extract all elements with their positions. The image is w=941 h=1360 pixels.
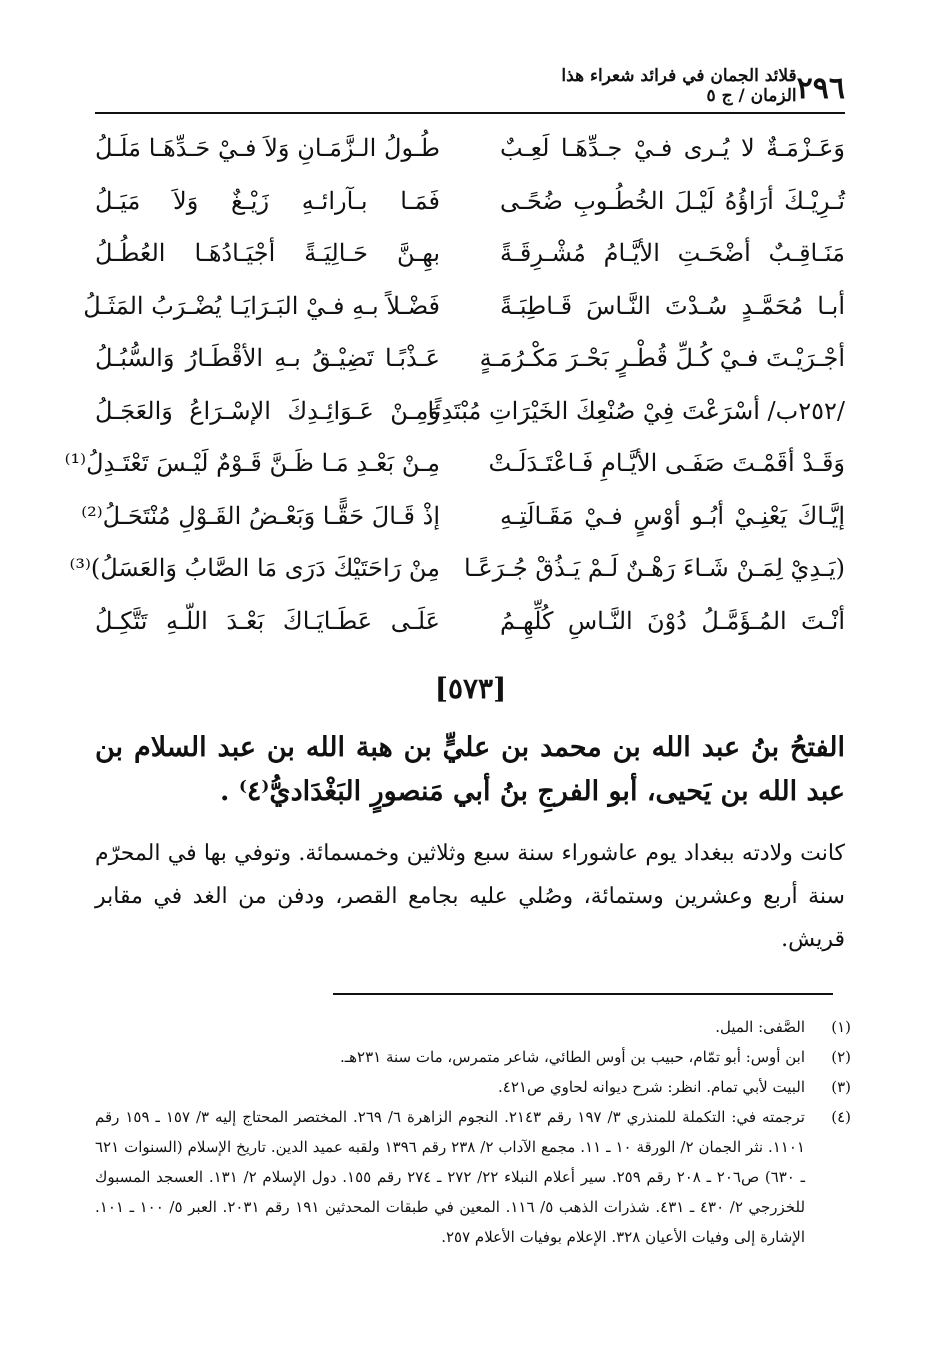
entry-body: كانت ولادته ببغداد يوم عاشوراء سنة سبع وثلاثين وخمسمائة. وتوفي بها في المحرّم سنة أربع وعشرين وستمائة، وصُلي عليه بجامع القصر، ودفن من الغد في مقابر قريش. — [95, 841, 845, 952]
header-rule — [95, 112, 845, 114]
hemistich-right: أبـا مُحَمَّـدٍ سُـدْتَ النَّـاسَ قَـاطِبَـةً — [500, 291, 845, 320]
verse — [95, 122, 845, 175]
verse — [64, 437, 845, 490]
hemistich-right: مَنَـاقِـبٌ أضْحَـتِ الأيَّـامُ مُشْـرِقَـةً — [500, 239, 845, 268]
hemistich-right: إيَّـاكَ يَعْنِـيْ أبُـو أوْسٍ فـيْ مَقَـالَتِـهِ — [500, 501, 845, 530]
hemistich-left: عَـذْبًـا تَضِيْـقُ بـهِ الأقْطَـارُ وَالسُّبُـلُ — [95, 344, 440, 373]
hemistich-left: عَلَـى عَطَـايَـاكَ بَعْـدَ اللّـهِ تَتَّكِـلُ — [95, 606, 440, 635]
verse — [95, 385, 845, 438]
entry-heading: الفتحُ بنُ عبد الله بن محمد بن عليٍّ بن هبة الله بن عبد السلام بن عبد الله بن يَحيى، أبو الفرجِ بنُ أبي مَنصورٍ البَغْدَاديُّ⁽٤⁾ . — [95, 732, 845, 807]
footnote — [95, 1042, 851, 1072]
hemistich-left: فَضْـلاً بـهِ فـيْ البَـرَايَـا يُضْـرَبُ المَثَـلُ — [83, 291, 440, 320]
footnote-number: (١) — [831, 1018, 851, 1036]
footnote-text: ابن أوس: أبو تمّام، حبيب بن أوس الطائي، شاعر متمرس، مات سنة ٢٣١هـ. — [339, 1048, 805, 1066]
footnote-rule — [333, 993, 833, 995]
verse — [95, 332, 845, 385]
entry-number: [٥٧٣] — [434, 672, 507, 705]
hemistich-left: وَمِـنْ عَـوَائِـدِكَ الإسْـرَاعُ وَالعَجَـلُ — [95, 396, 440, 425]
verse — [95, 227, 845, 280]
hemistich-right: أجْـرَيْـتَ فـيْ كُـلِّ قُطْـرٍ بَحْـرَ مَكْـرُمَـةٍ — [479, 344, 845, 373]
hemistich-left: طُـولُ الـزَّمَـانِ وَلاَ فـيْ حَـدِّهَـا مَلَـلُ — [95, 134, 440, 163]
footnote — [95, 1072, 851, 1102]
hemistich-right: /٢٥٢ب/ أسْرَعْتَ فِيْ صُنْعِكَ الخَيْرَاتِ مُبْتَدِئًا — [427, 396, 845, 425]
hemistich-left: مِنْ رَاحَتَيْكَ دَرَى مَا الصَّابُ وَالعَسَلُ)⁽³⁾ — [69, 554, 440, 583]
footnotes — [95, 1012, 851, 1252]
footnote-text: ترجمته في: التكملة للمنذري ٣/ ١٩٧ رقم ٢١٤٣. النجوم الزاهرة ٦/ ٢٦٩. المختصر المحتاج إليه ٣/ ١٥٧ ـ ١٥٩ رقم ١١٠١. نثر الجمان ٢/ الورقة ١٠ ـ ١١. مجمع الآداب ٢/ ٢٣٨ رقم ١٣٩٦ ولقبه عميد الدين. تاريخ الإسلام (السنوات ٦٢١ ـ ٦٣٠) ص٢٠٦ ـ ٢٠٨ رقم ٢٥٩. سير أعلام النبلاء ٢٢/ ٢٧٢ ـ ٢٧٤ رقم ١٥٥. دول الإسلام ٢/ ١٣١. العسجد المسبوك للخزرجي ٢/ ٤٣٠ ـ ٤٣١. شذرات الذهب ٥/ ١١٦. المعين في طبقات المحدثين ١٩١ رقم ٢٠٣١. العبر ٥/ ١٠٠ ـ ١٠١. الإشارة إلى وفيات الأعيان ٣٢٨. الإعلام بوفيات الأعلام ٢٥٧. — [95, 1108, 806, 1246]
hemistich-left: مِـنْ بَعْـدِ مَـا ظَـنَّ قَـوْمٌ لَيْـسَ تَعْتَـدِلُ⁽¹⁾ — [64, 449, 440, 478]
hemistich-right: وَقَـدْ أقَمْـتَ صَفَـى الأيَّـامِ فَـاعْتَـدَلَـتْ — [488, 449, 845, 478]
hemistich-left: فَمَـا بـآرائـهِ زَيْـغٌ وَلاَ مَيَـلُ — [95, 186, 440, 215]
footnote — [95, 1102, 851, 1252]
footnote-number: (٣) — [831, 1078, 851, 1096]
footnote-text: البيت لأبي تمام. انظر: شرح ديوانه لحاوي ص٤٢١. — [498, 1078, 805, 1096]
hemistich-right: وَعَـزْمَـةٌ لا يُـرى فـيْ جـدِّهَـا لَعِـبٌ — [500, 134, 845, 163]
poem — [64, 122, 845, 647]
page-number: ٢٩٦ — [796, 71, 845, 106]
verse — [81, 490, 845, 543]
footnote — [95, 1012, 851, 1042]
footnote-number: (٢) — [831, 1048, 851, 1066]
footnote-text: الصَّفى: الميل. — [715, 1018, 805, 1036]
hemistich-left: بهِـنَّ حَـالِيَـةً أجْيَـادُهَـا العُطُـلُ — [95, 239, 440, 268]
running-title: قلائد الجمان في فرائد شعراء هذا الزمان / ج ٥ — [561, 66, 797, 106]
verse — [69, 542, 845, 595]
hemistich-right: (يَـدِيْ لِمَـنْ شَـاءَ رَهْـنٌ لَـمْ يَـذُقْ جُـرَعًـا — [463, 554, 845, 583]
hemistich-right: تُـرِيْـكَ أرَاؤُهُ لَيْـلَ الخُطُـوبِ ضُحًـى — [500, 186, 845, 215]
verse — [83, 280, 845, 333]
verse — [95, 595, 845, 648]
verse — [95, 175, 845, 228]
page-header — [95, 62, 845, 106]
hemistich-right: أنْـتَ المُـؤَمَّـلُ دُوْنَ النَّـاسِ كُلِّهِـمُ — [500, 606, 845, 635]
footnote-number: (٤) — [831, 1108, 851, 1126]
hemistich-left: إذْ قَـالَ حَقًّـا وَبَعْـضُ القَـوْلِ مُنْتَحَـلُ⁽²⁾ — [81, 501, 440, 530]
